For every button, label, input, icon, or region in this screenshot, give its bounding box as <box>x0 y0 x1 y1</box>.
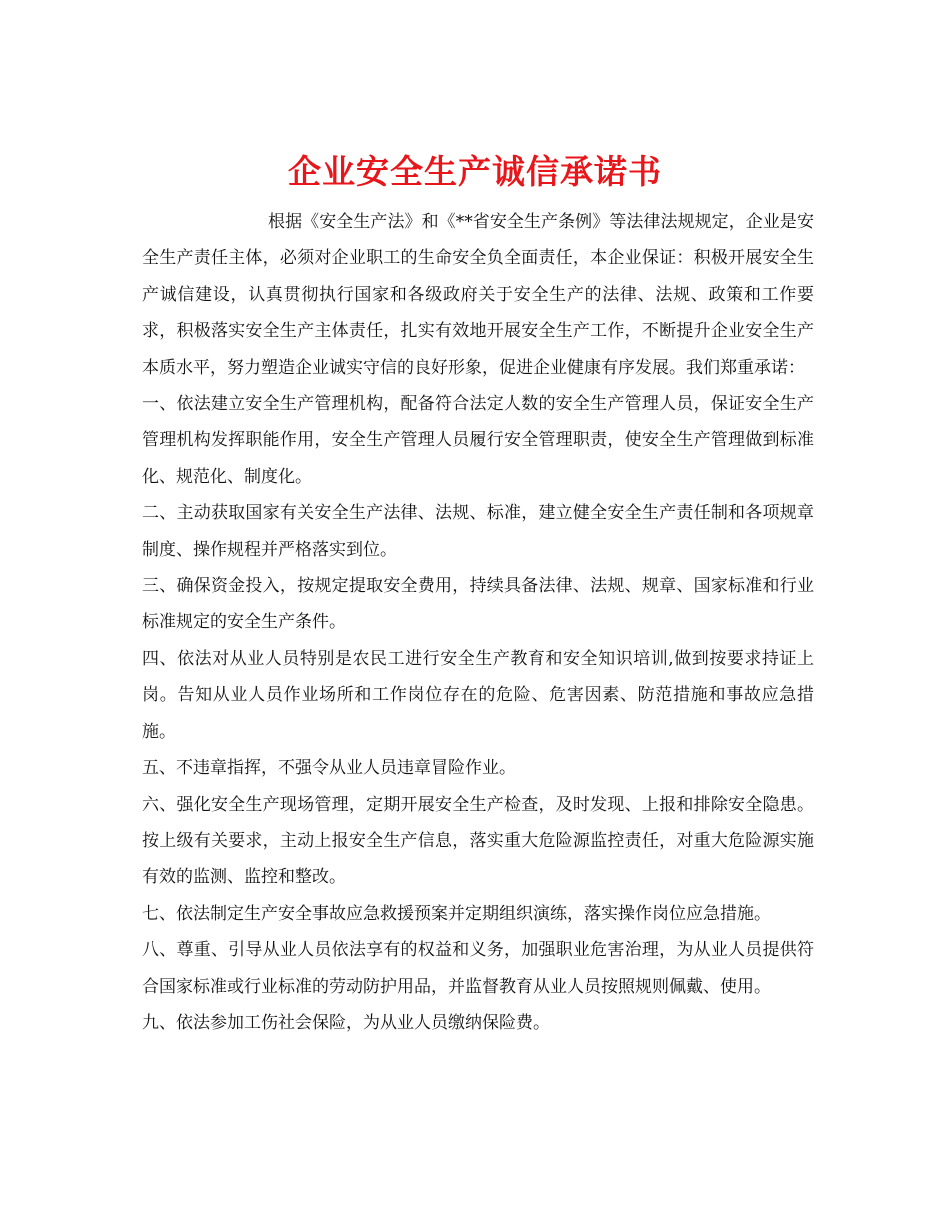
document-body <box>142 204 814 1041</box>
commitment-item-8: 八、尊重、引导从业人员依法享有的权益和义务，加强职业危害治理，为从业人员提供符合国家标准或行业标准的劳动防护用品，并监督教育从业人员按照规则佩戴、使用。 <box>142 940 814 997</box>
commitment-item-1: 一、依法建立安全生产管理机构，配备符合法定人数的安全生产管理人员，保证安全生产管理机构发挥职能作用，安全生产管理人员履行安全管理职责，使安全生产管理做到标准化、规范化、制度化。 <box>142 394 814 487</box>
commitment-item-3: 三、确保资金投入，按规定提取安全费用，持续具备法律、法规、规章、国家标准和行业标准规定的安全生产条件。 <box>142 576 814 633</box>
commitment-item-7: 七、依法制定生产安全事故应急救援预案并定期组织演练，落实操作岗位应急措施。 <box>142 903 771 924</box>
commitment-item-9: 九、依法参加工伤社会保险，为从业人员缴纳保险费。 <box>142 1012 550 1033</box>
commitment-item-2: 二、主动获取国家有关安全生产法律、法规、标准，建立健全安全生产责任制和各项规章制度、操作规程并严格落实到位。 <box>142 503 814 560</box>
commitment-item-4: 四、依法对从业人员特别是农民工进行安全生产教育和安全知识培训,做到按要求持证上岗。告知从业人员作业场所和工作岗位存在的危险、危害因素、防范措施和事故应急措施。 <box>142 648 814 742</box>
commitment-item-6: 六、强化安全生产现场管理，定期开展安全生产检查，及时发现、上报和排除安全隐患。按上级有关要求，主动上报安全生产信息，落实重大危险源监控责任，对重大危险源实施有效的监测、监控和整改。 <box>142 794 814 888</box>
document-title: 企业安全生产诚信承诺书 <box>288 152 662 192</box>
commitment-item-5: 五、不违章指挥，不强令从业人员违章冒险作业。 <box>142 758 516 779</box>
intro-paragraph: 根据《安全生产法》和《**省安全生产条例》等法律法规规定，企业是安全生产责任主体，必须对企业职工的生命安全负全面责任，本企业保证：积极开展安全生产诚信建设，认真贯彻执行国家和各级政府关于安全生产的法律、法规、政策和工作要求，积极落实安全生产主体责任，扎实有效地开展安全生产工作，不断提升企业安全生产本质水平，努力塑造企业诚实守信的良好形象，促进企业健康有序发展。我们郑重承诺： <box>142 212 814 378</box>
